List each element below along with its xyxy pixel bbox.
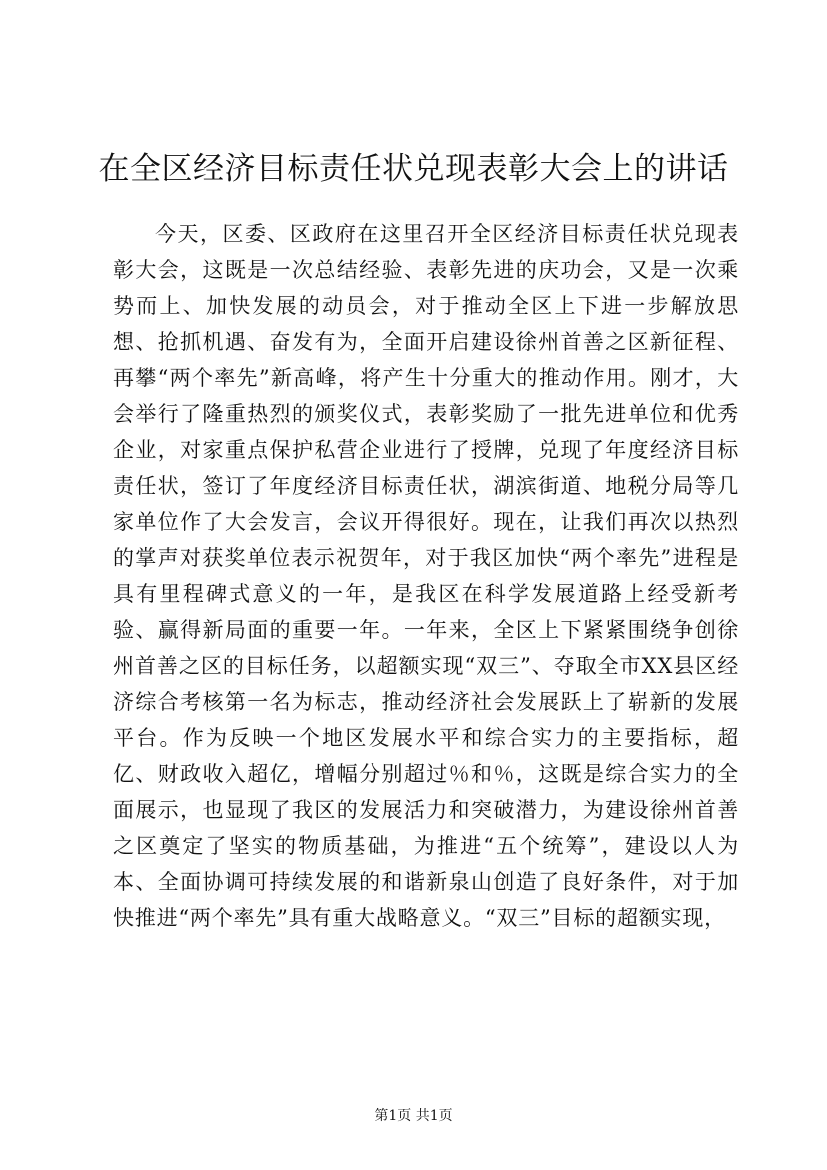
document-title: 在全区经济目标责任状兑现表彰大会上的讲话 — [98, 151, 729, 187]
page-footer: 第1页 共1页 — [374, 1108, 453, 1124]
body-paragraph: 今天，区委、区政府在这里召开全区经济目标责任状兑现表彰大会，这既是一次总结经验、表彰先进的庆功会，又是一次乘势而上、加快发展的动员会，对于推动全区上下进一步解放思想、抢抓机遇、奋发有为，全面开启建设徐州首善之区新征程、再攀“两个率先”新高峰，将产生十分重大的推动作用。刚才，大会举行了隆重热烈的颁奖仪式，表彰奖励了一批先进单位和优秀企业，对家重点保护私营企业进行了授牌，兑现了年度经济目标责任状，签订了年度经济目标责任状，湖滨街道、地税分局等几家单位作了大会发言，会议开得很好。现在，让我们再次以热烈的掌声对获奖单位表示祝贺年，对于我区加快“两个率先”进程是具有里程碑式意义的一年，是我区在科学发展道路上经受新考验、赢得新局面的重要一年。一年来，全区上下紧紧围绕争创徐州首善之区的目标任务，以超额实现“双三”、夺取全市XX县区经济综合考核第一名为标志，推动经济社会发展跃上了崭新的发展平台。作为反映一个地区发展水平和综合实力的主要指标，超亿、财政收入超亿，增幅分别超过％和％，这既是综合实力的全面展示，也显现了我区的发展活力和突破潜力，为建设徐州首善之区奠定了坚实的物质基础，为推进“五个统筹”，建设以人为本、全面协调可持续发展的和谐新泉山创造了良好条件，对于加快推进“两个率先”具有重大战略意义。“双三”目标的超额实现， — [113, 222, 739, 930]
